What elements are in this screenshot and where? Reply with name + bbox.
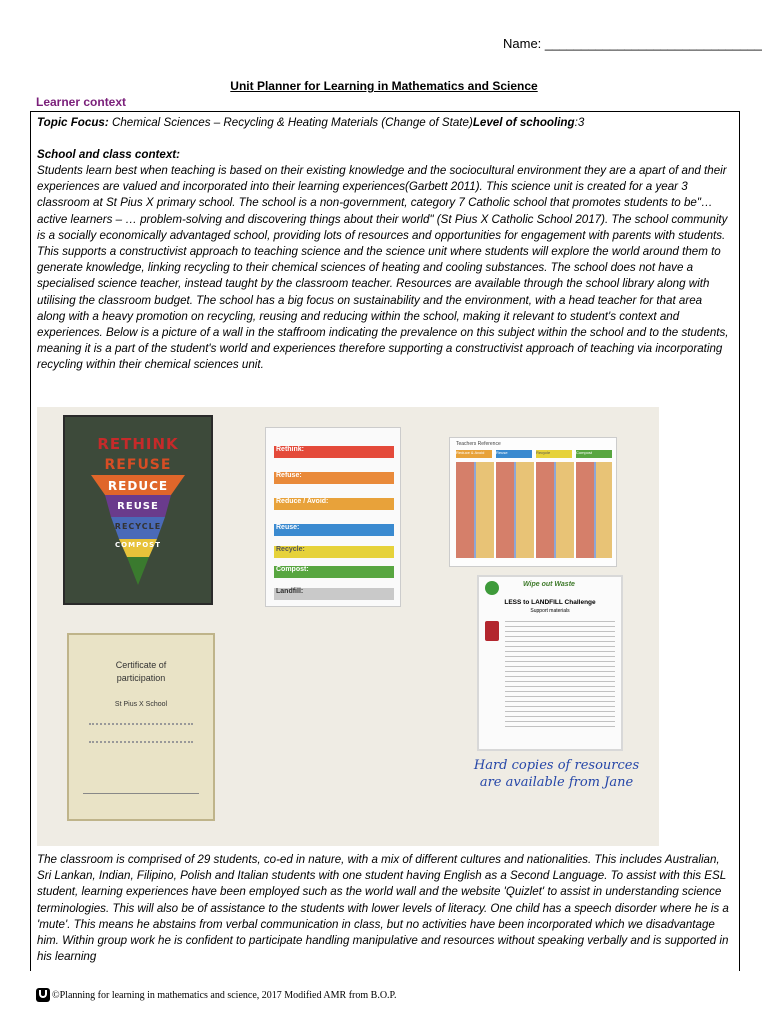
- poster-bar-reduce: Reduce / Avoid:: [274, 498, 394, 510]
- page-footer: [36, 988, 397, 1002]
- name-field-label: Name: ______________________________: [503, 36, 762, 51]
- staffroom-wall-photo: [37, 407, 659, 846]
- pyramid-label-0: RETHINK: [97, 435, 179, 453]
- pyramid-label-3: REUSE: [117, 501, 159, 512]
- pyramid-label-2: REDUCE: [107, 479, 169, 493]
- ref-column-reduce: Reduce & Avoid: [456, 450, 492, 458]
- poster-bar-refuse: Refuse:: [274, 472, 394, 484]
- bin-icon: [485, 621, 499, 641]
- pyramid-label-1: REFUSE: [104, 457, 172, 473]
- topic-focus-label: Topic Focus:: [37, 116, 109, 129]
- section-label-learner-context: Learner context: [36, 95, 127, 109]
- wipe-out-waste-poster: [477, 575, 623, 751]
- wow-text-block: [505, 621, 615, 731]
- ref-column-compost: Compost: [576, 450, 612, 458]
- certificate-signatures: [83, 793, 199, 804]
- poster-bar-compost: Compost:: [274, 566, 394, 578]
- certificate-title: Certificate of participation: [115, 660, 167, 683]
- page-title: Unit Planner for Learning in Mathematics and Science: [230, 79, 538, 93]
- handwritten-note: Hard copies of resources are available from Jane: [473, 758, 640, 790]
- pyramid-label-4: RECYCLE: [114, 522, 162, 531]
- teachers-reference-sheet: [449, 437, 617, 567]
- reference-sheet-title: Teachers Reference: [456, 441, 501, 447]
- ref-images-grid: [456, 462, 612, 558]
- wow-title: Wipe out Waste: [523, 581, 575, 588]
- poster-bar-landfill: Landfill:: [274, 588, 394, 600]
- context-heading: School and class context:: [37, 148, 181, 161]
- waste-actions-poster: [265, 427, 401, 607]
- level-label: Level of schooling: [472, 116, 575, 129]
- wow-subtitle: LESS to LANDFILL Challenge: [504, 599, 596, 606]
- certificate-school: St Pius X School: [114, 701, 168, 708]
- university-logo-icon: [36, 988, 50, 1002]
- topic-focus-value: Chemical Sciences – Recycling & Heating Materials (Change of State): [108, 116, 473, 129]
- ref-column-recycle: Recycle: [536, 450, 572, 458]
- waste-hierarchy-poster: [63, 415, 213, 605]
- topic-focus-line: [37, 115, 733, 131]
- level-value: :3: [574, 116, 585, 129]
- ref-column-reuse: Reuse: [496, 450, 532, 458]
- pyramid-label-5: COMPOST: [115, 541, 161, 549]
- learner-context-box: [30, 111, 740, 971]
- poster-bar-reuse: Reuse:: [274, 524, 394, 536]
- certificate-fine-print: [89, 723, 193, 743]
- footer-text: ©Planning for learning in mathematics and science, 2017 Modified AMR from B.O.P.: [52, 989, 397, 1001]
- poster-bar-recycle: Recycle:: [274, 546, 394, 558]
- classroom-paragraph: The classroom is comprised of 29 students, co-ed in nature, with a mix of different cultures and nationalities. This includes Australian, Sri Lankan, Indian, Filipino, Polish and Italian students with one student having English as a Second Language. To assist with this ESL student, learning experiences have been employed such as the world wall and the website 'Quizlet' to assist in understanding science terminologies. This will also be of assistance to the students with lower levels of literacy. One child has a speech disorder where he is a 'mute'. This means he abstains from verbal communication in class, but no activities have been incorporated which we disadvantage him. Within group work he is confident to participate handling manipulative and resources without speaking verbally and is supported in his learning: [37, 853, 729, 964]
- certificate-poster: [67, 633, 215, 821]
- wow-sub2: Support materials: [530, 608, 570, 614]
- wow-logo-icon: [485, 581, 499, 595]
- poster-bar-rethink: Rethink:: [274, 446, 394, 458]
- context-paragraph: Students learn best when teaching is based on their existing knowledge and the sociocultural environment they are a apart of and their experiences are valued and incorporated into their learning experiences(Garbett 2011). This science unit is created for a year 3 classroom at St Pius X primary school. The school is a non-government, category 7 Catholic school that promotes students to be"…active learners – … problem-solving and discovering things about their world" (St Pius X Catholic School 2017). The school community is a socially economically advantaged school, providing lots of resources and opportunities for engagement with parents with students. This supports a constructivist approach to teaching science and the science unit where students will explore the world around them to generate knowledge, linking recycling to their chemical sciences of heating and cooling substances. The school does not have a specialised science teacher, instead taught by the classroom teacher. Resources are available through the school library along with utilising the classroom budget. The school has a big focus on sustainability and the environment, with a head teacher for that area along with a heavy promotion on recycling, reusing and reducing within the school, making it relevant to student's context and experiences. Below is a picture of a wall in the staffroom indicating the prevalence on this subject within the school and to the students, meaning it is a part of the student's world and experiences therefore supporting a constructivist approach of teaching via incorporating recycling within their chemical sciences unit.: [37, 164, 729, 372]
